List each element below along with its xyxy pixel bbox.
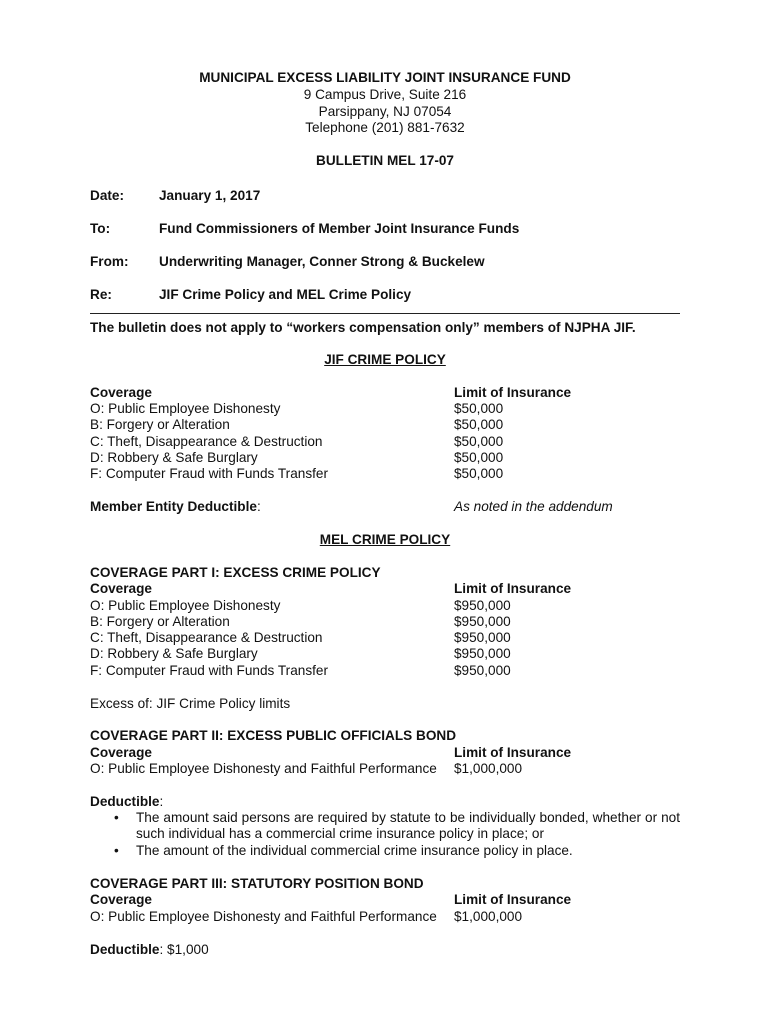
part1-coverage-row: D: Robbery & Safe Burglary: [90, 646, 258, 661]
jif-deductible-value: As noted in the addendum: [454, 499, 613, 514]
part3-deductible-label: Deductible: [90, 942, 160, 957]
part1-coverage-row: O: Public Employee Dishonesty: [90, 598, 281, 613]
jif-coverage-row: F: Computer Fraud with Funds Transfer: [90, 466, 328, 481]
memo-label-from: From:: [90, 254, 129, 269]
part2-coverage-header: Coverage: [90, 745, 152, 760]
part2-limit-row: $1,000,000: [454, 761, 523, 776]
memo-label-date: Date:: [90, 188, 124, 203]
jif-coverage-row: C: Theft, Disappearance & Destruction: [90, 434, 323, 449]
jif-limit-row: $50,000: [454, 417, 504, 432]
part1-coverage-header: Coverage: [90, 581, 152, 596]
part3-coverage-header: Coverage: [90, 892, 152, 907]
mel-heading: MEL CRIME POLICY: [319, 532, 451, 547]
part1-excess: Excess of: JIF Crime Policy limits: [90, 696, 291, 711]
memo-label-re: Re:: [90, 287, 112, 302]
part1-limit-row: $950,000: [454, 614, 511, 629]
jif-limit-row: $50,000: [454, 450, 504, 465]
divider: [90, 313, 680, 314]
jif-deductible-colon: :: [256, 499, 261, 514]
memo-value-to: Fund Commissioners of Member Joint Insurance Funds: [159, 221, 520, 236]
part2-deductible-colon: :: [159, 794, 164, 809]
memo-value-from: Underwriting Manager, Conner Strong & Buckelew: [159, 254, 485, 269]
part2-title: COVERAGE PART II: EXCESS PUBLIC OFFICIALS BOND: [90, 728, 457, 743]
jif-deductible-label: Member Entity Deductible: [90, 499, 257, 514]
jif-coverage-row: O: Public Employee Dishonesty: [90, 401, 281, 416]
jif-coverage-row: B: Forgery or Alteration: [90, 417, 230, 432]
part3-limit-header: Limit of Insurance: [454, 892, 572, 907]
part2-bullet-1: The amount said persons are required by statute to be individually bonded, whether or not such individual has a commercial crime insurance policy in place; or: [136, 810, 680, 842]
jif-coverage-row: D: Robbery & Safe Burglary: [90, 450, 258, 465]
jif-limit-header: Limit of Insurance: [454, 385, 572, 400]
jif-coverage-header: Coverage: [90, 385, 152, 400]
part1-limit-row: $950,000: [454, 630, 511, 645]
part3-coverage-row: O: Public Employee Dishonesty and Faithful Performance: [90, 909, 437, 924]
part2-deductible-label: Deductible: [90, 794, 160, 809]
part1-coverage-row: F: Computer Fraud with Funds Transfer: [90, 663, 328, 678]
address-line-1: 9 Campus Drive, Suite 216: [303, 87, 467, 102]
bullet-icon: •: [114, 843, 119, 858]
jif-deductible: [90, 499, 261, 515]
jif-limit-row: $50,000: [454, 466, 504, 481]
part2-limit-header: Limit of Insurance: [454, 745, 572, 760]
part3-limit-row: $1,000,000: [454, 909, 523, 924]
part2-coverage-row: O: Public Employee Dishonesty and Faithful Performance: [90, 761, 437, 776]
part2-bullet-2: The amount of the individual commercial crime insurance policy in place.: [136, 843, 573, 858]
org-name: MUNICIPAL EXCESS LIABILITY JOINT INSURANCE FUND: [199, 70, 571, 85]
part1-coverage-row: C: Theft, Disappearance & Destruction: [90, 630, 323, 645]
part3-deductible: [90, 942, 209, 958]
telephone: Telephone (201) 881-7632: [305, 120, 465, 135]
jif-limit-row: $50,000: [454, 434, 504, 449]
part1-limit-row: $950,000: [454, 663, 511, 678]
bullet-icon: •: [114, 810, 119, 825]
memo-value-re: JIF Crime Policy and MEL Crime Policy: [159, 287, 412, 302]
address-line-2: Parsippany, NJ 07054: [318, 104, 452, 119]
notice-text: The bulletin does not apply to “workers compensation only” members of NJPHA JIF.: [90, 320, 636, 335]
part1-limit-row: $950,000: [454, 646, 511, 661]
part1-coverage-row: B: Forgery or Alteration: [90, 614, 230, 629]
part1-limit-header: Limit of Insurance: [454, 581, 572, 596]
bulletin-number: BULLETIN MEL 17-07: [316, 153, 454, 168]
memo-value-date: January 1, 2017: [159, 188, 261, 203]
jif-limit-row: $50,000: [454, 401, 504, 416]
part1-limit-row: $950,000: [454, 598, 511, 613]
memo-label-to: To:: [90, 221, 111, 236]
part3-title: COVERAGE PART III: STATUTORY POSITION BOND: [90, 876, 424, 891]
jif-heading: JIF CRIME POLICY: [324, 352, 446, 367]
part1-title: COVERAGE PART I: EXCESS CRIME POLICY: [90, 565, 381, 580]
part3-deductible-value: : $1,000: [159, 942, 209, 957]
part2-deductible: [90, 794, 163, 810]
